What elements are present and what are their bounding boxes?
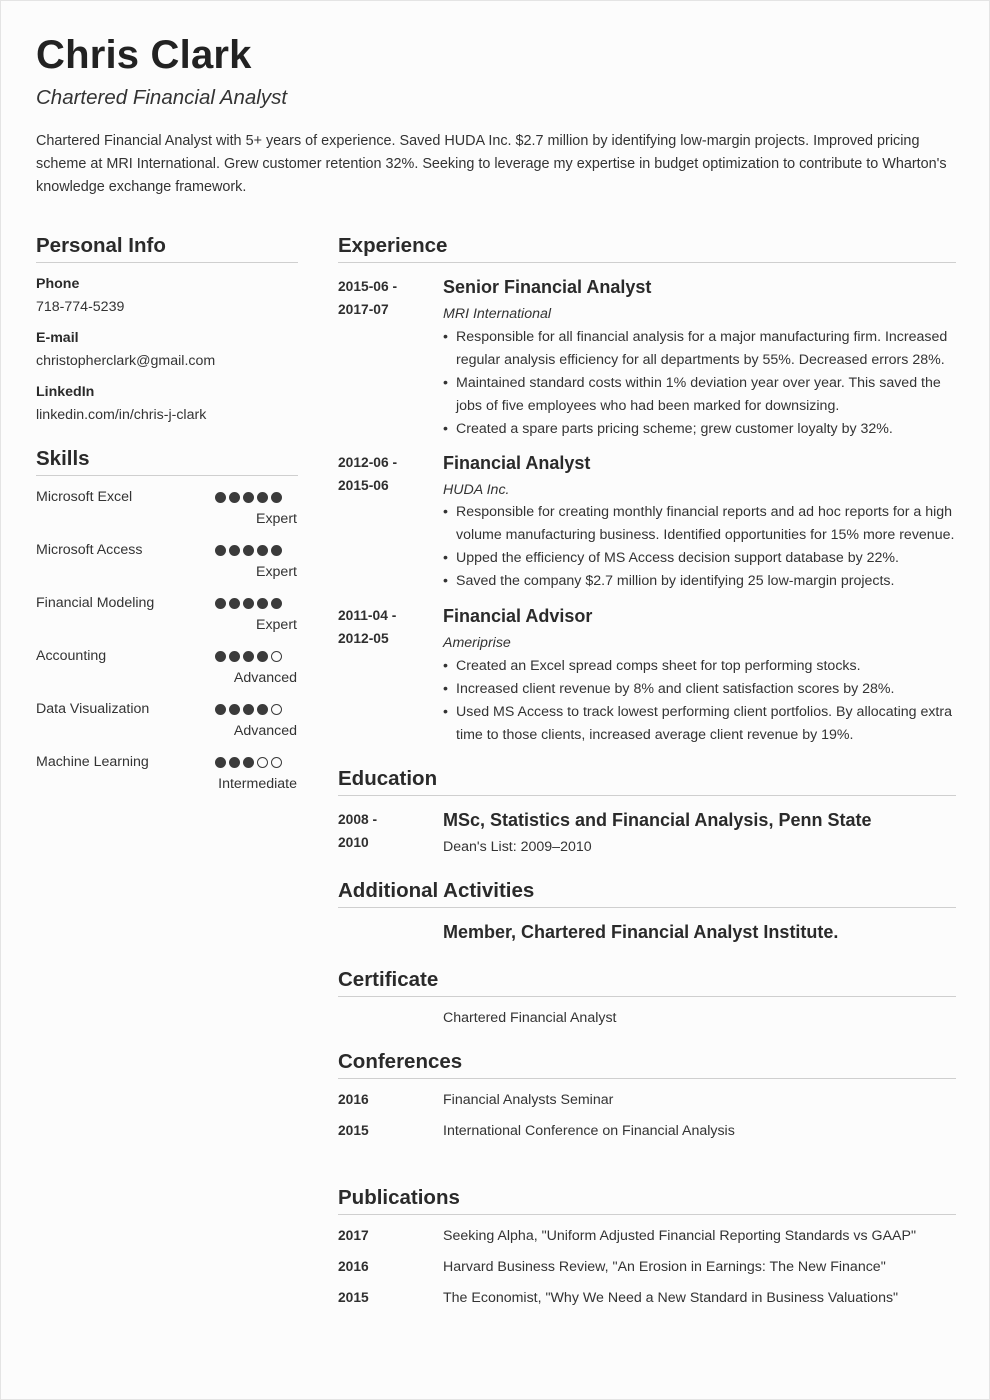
job-company: HUDA Inc.	[443, 482, 510, 498]
rating-dot-filled	[271, 598, 282, 609]
job-bullet: • Maintained standard costs within 1% deviation year over year. This saved the jobs of five employees who had been marked for downsizing.	[443, 372, 958, 418]
rating-dot-filled	[271, 492, 282, 503]
education-heading: Education	[338, 767, 438, 790]
job-company: Ameriprise	[443, 635, 511, 651]
rating-dot-filled	[257, 598, 268, 609]
skill-level: Expert	[255, 564, 297, 580]
activity-item: Member, Chartered Financial Analyst Institute.	[443, 922, 839, 942]
candidate-name: Chris Clark	[36, 33, 252, 77]
conference-name: International Conference on Financial Analysis	[443, 1123, 735, 1139]
rating-dot-empty	[257, 757, 268, 768]
conferences-rule	[338, 1078, 956, 1079]
rating-dot-filled	[257, 492, 268, 503]
conference-name: Financial Analysts Seminar	[443, 1092, 614, 1108]
rating-dot-filled	[257, 651, 268, 662]
activities-heading: Additional Activities	[338, 879, 535, 902]
education-date-end: 2010	[338, 835, 369, 850]
skill-name: Accounting	[36, 648, 107, 664]
job-bullet: • Saved the company $2.7 million by identifying 25 low-margin projects.	[443, 570, 958, 593]
linkedin-label: LinkedIn	[36, 384, 95, 400]
job-bullet: • Responsible for all financial analysis for a major manufacturing firm. Increased regular analysis efficiency for all departments by 55%. Decreased errors 28%.	[443, 326, 958, 372]
skill-name: Machine Learning	[36, 754, 149, 770]
education-degree: MSc, Statistics and Financial Analysis, Penn State	[443, 810, 872, 830]
job-date-start: 2011-04 -	[338, 608, 397, 623]
skills-heading: Skills	[36, 447, 90, 470]
job-company: MRI International	[443, 306, 552, 322]
skill-level: Advanced	[233, 670, 297, 686]
job-title: Financial Analyst	[443, 453, 591, 473]
phone-label: Phone	[36, 276, 80, 292]
job-title: Financial Advisor	[443, 606, 593, 626]
publication-year: 2015	[338, 1290, 369, 1305]
rating-dot-filled	[215, 704, 226, 715]
skill-rating	[215, 757, 282, 768]
rating-dot-filled	[215, 598, 226, 609]
skill-rating	[215, 651, 282, 662]
skill-level: Expert	[255, 617, 297, 633]
conferences-heading: Conferences	[338, 1050, 463, 1073]
rating-dot-filled	[215, 545, 226, 556]
publication-name: Harvard Business Review, "An Erosion in Earnings: The New Finance"	[443, 1259, 886, 1275]
rating-dot-empty	[271, 651, 282, 662]
job-date-end: 2017-07	[338, 302, 389, 317]
linkedin-value: linkedin.com/in/chris-j-clark	[36, 407, 207, 423]
job-title: Senior Financial Analyst	[443, 277, 652, 297]
job-bullet: • Created a spare parts pricing scheme; grew customer loyalty by 32%.	[443, 418, 958, 441]
job-bullet: • Created an Excel spread comps sheet for top performing stocks.	[443, 655, 958, 678]
publication-year: 2016	[338, 1259, 369, 1274]
job-bullet: • Responsible for creating monthly financial reports and ad hoc reports for a high volume manufacturing business. Identified opportunities for 15% more revenue.	[443, 501, 958, 547]
rating-dot-filled	[271, 545, 282, 556]
rating-dot-empty	[271, 704, 282, 715]
email-label: E-mail	[36, 330, 79, 346]
summary: Chartered Financial Analyst with 5+ years of experience. Saved HUDA Inc. $2.7 million by identifying low-margin projects. Improved pricing scheme at MRI International. Grew customer retention 32%. Seeking to leverage my expertise in budget optimization to contribute to Wharton's knowledge exchange framework.	[36, 133, 947, 195]
publications-rule	[338, 1214, 956, 1215]
rating-dot-filled	[215, 757, 226, 768]
skill-name: Financial Modeling	[36, 595, 155, 611]
job-bullet: • Used MS Access to track lowest performing client portfolios. By allocating extra time to those clients, increased average client revenue by 19%.	[443, 701, 958, 747]
job-date-end: 2015-06	[338, 478, 389, 493]
rating-dot-filled	[243, 598, 254, 609]
job-bullets	[443, 501, 958, 593]
skill-rating	[215, 545, 282, 556]
phone-value: 718-774-5239	[36, 299, 125, 315]
rating-dot-filled	[229, 492, 240, 503]
rating-dot-filled	[229, 704, 240, 715]
experience-rule	[338, 262, 956, 263]
job-date-start: 2015-06 -	[338, 279, 398, 294]
education-rule	[338, 795, 956, 796]
skill-level: Intermediate	[218, 776, 297, 792]
certificate-heading: Certificate	[338, 968, 439, 991]
personal-info-rule	[36, 262, 298, 263]
personal-info-heading: Personal Info	[36, 234, 166, 257]
skill-rating	[215, 598, 282, 609]
publication-name: The Economist, "Why We Need a New Standard in Business Valuations"	[443, 1290, 899, 1306]
job-bullets	[443, 655, 958, 747]
conference-year: 2015	[338, 1123, 369, 1138]
rating-dot-filled	[243, 757, 254, 768]
activities-rule	[338, 907, 956, 908]
education-note: Dean's List: 2009–2010	[443, 839, 592, 855]
rating-dot-filled	[243, 492, 254, 503]
rating-dot-filled	[243, 651, 254, 662]
publication-name: Seeking Alpha, "Uniform Adjusted Financial Reporting Standards vs GAAP"	[443, 1228, 916, 1244]
skill-rating	[215, 492, 282, 503]
candidate-title: Chartered Financial Analyst	[36, 86, 288, 109]
education-date-start: 2008 -	[338, 812, 378, 827]
skill-name: Microsoft Access	[36, 542, 143, 558]
certificate-item: Chartered Financial Analyst	[443, 1010, 617, 1026]
rating-dot-filled	[229, 651, 240, 662]
skill-level: Expert	[255, 511, 297, 527]
job-bullet: • Upped the efficiency of MS Access decision support database by 22%.	[443, 547, 958, 570]
rating-dot-filled	[215, 651, 226, 662]
rating-dot-filled	[229, 598, 240, 609]
rating-dot-empty	[271, 757, 282, 768]
rating-dot-filled	[243, 704, 254, 715]
job-bullets	[443, 326, 958, 441]
rating-dot-filled	[257, 704, 268, 715]
skill-name: Microsoft Excel	[36, 489, 133, 505]
rating-dot-filled	[215, 492, 226, 503]
rating-dot-filled	[229, 757, 240, 768]
skill-level: Advanced	[233, 723, 297, 739]
publications-heading: Publications	[338, 1186, 460, 1209]
rating-dot-filled	[257, 545, 268, 556]
conference-year: 2016	[338, 1092, 369, 1107]
job-date-end: 2012-05	[338, 631, 389, 646]
experience-heading: Experience	[338, 234, 448, 257]
skills-rule	[36, 475, 298, 476]
job-date-start: 2012-06 -	[338, 455, 398, 470]
publication-year: 2017	[338, 1228, 369, 1243]
skill-rating	[215, 704, 282, 715]
email-value: christopherclark@gmail.com	[36, 353, 216, 369]
certificate-rule	[338, 996, 956, 997]
rating-dot-filled	[229, 545, 240, 556]
skill-name: Data Visualization	[36, 701, 150, 717]
job-bullet: • Increased client revenue by 8% and client satisfaction scores by 28%.	[443, 678, 958, 701]
rating-dot-filled	[243, 545, 254, 556]
